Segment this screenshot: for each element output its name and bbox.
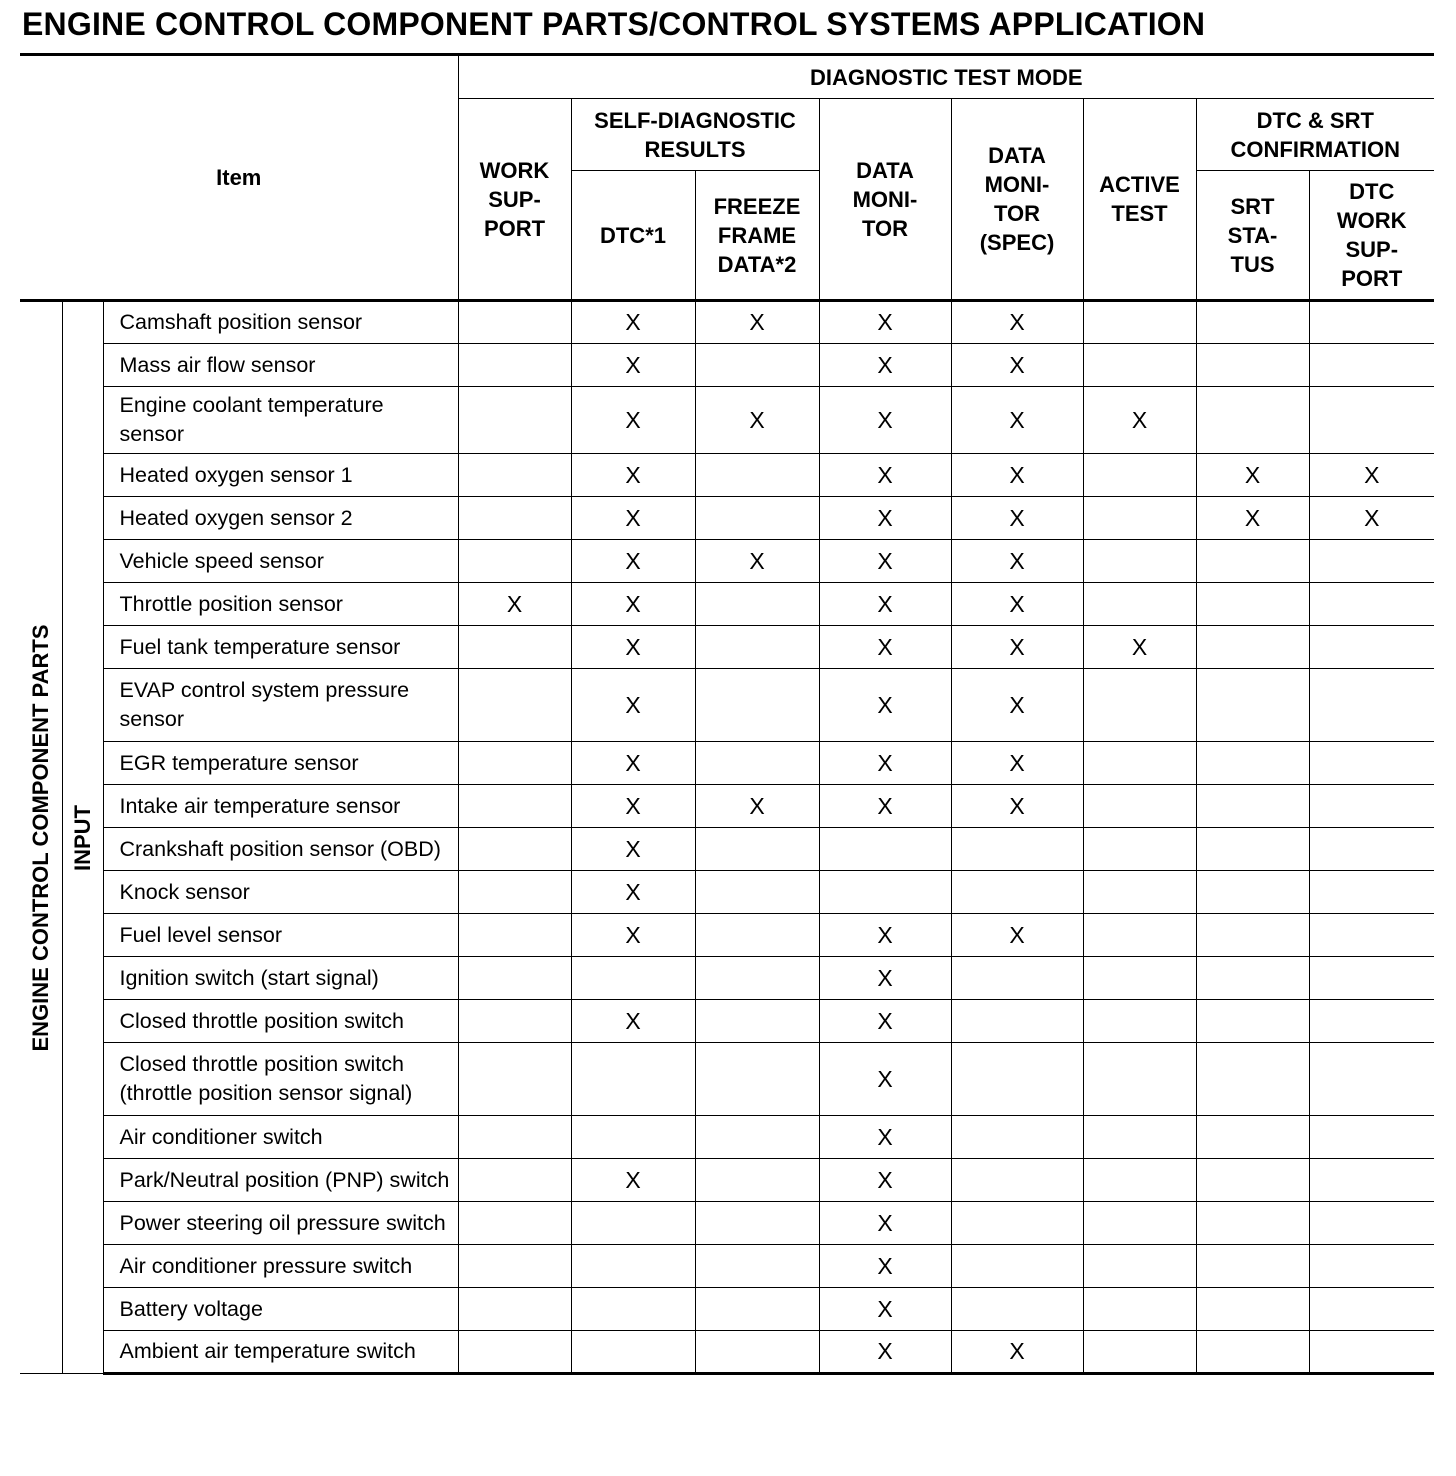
table-row xyxy=(20,1288,1434,1331)
cell-data-monitor: X xyxy=(819,669,951,742)
cell-freeze-frame-data xyxy=(695,1000,819,1043)
row-item-label: Closed throttle position switch xyxy=(103,1000,458,1043)
cell-work-support xyxy=(458,742,571,785)
cell-srt-status xyxy=(1196,957,1309,1000)
cell-dtc-work-support xyxy=(1309,1000,1434,1043)
cell-dtc xyxy=(571,1043,695,1116)
cell-dtc-work-support xyxy=(1309,828,1434,871)
cell-data-monitor-spec: X xyxy=(951,1331,1083,1374)
cell-dtc-work-support xyxy=(1309,1245,1434,1288)
cell-freeze-frame-data xyxy=(695,828,819,871)
table-row xyxy=(20,1245,1434,1288)
table-row xyxy=(20,1331,1434,1374)
header-self-diagnostic-results: SELF-DIAGNOSTIC RESULTS xyxy=(571,99,819,171)
table-row xyxy=(20,540,1434,583)
cell-active-test xyxy=(1083,583,1196,626)
cell-srt-status xyxy=(1196,828,1309,871)
cell-srt-status: X xyxy=(1196,497,1309,540)
cell-data-monitor: X xyxy=(819,1116,951,1159)
cell-work-support xyxy=(458,387,571,454)
cell-data-monitor-spec: X xyxy=(951,742,1083,785)
cell-dtc xyxy=(571,1202,695,1245)
cell-srt-status xyxy=(1196,583,1309,626)
cell-work-support xyxy=(458,1331,571,1374)
cell-srt-status xyxy=(1196,914,1309,957)
cell-data-monitor-spec xyxy=(951,1202,1083,1245)
header-work-support: WORK SUP- PORT xyxy=(458,99,571,301)
row-item-label: Heated oxygen sensor 2 xyxy=(103,497,458,540)
cell-data-monitor-spec xyxy=(951,1043,1083,1116)
cell-active-test: X xyxy=(1083,626,1196,669)
row-item-label: Knock sensor xyxy=(103,871,458,914)
cell-dtc: X xyxy=(571,828,695,871)
cell-dtc xyxy=(571,1331,695,1374)
cell-work-support xyxy=(458,914,571,957)
row-item-label: Fuel tank temperature sensor xyxy=(103,626,458,669)
cell-data-monitor: X xyxy=(819,1159,951,1202)
row-item-label: Vehicle speed sensor xyxy=(103,540,458,583)
cell-data-monitor: X xyxy=(819,387,951,454)
header-srt-status: SRT STA- TUS xyxy=(1196,171,1309,301)
row-item-label: Intake air temperature sensor xyxy=(103,785,458,828)
cell-active-test xyxy=(1083,497,1196,540)
header-item: Item xyxy=(20,55,458,301)
cell-active-test xyxy=(1083,1331,1196,1374)
cell-data-monitor-spec xyxy=(951,1000,1083,1043)
row-item-label: Mass air flow sensor xyxy=(103,344,458,387)
group-input xyxy=(62,301,103,1374)
cell-data-monitor-spec: X xyxy=(951,497,1083,540)
cell-dtc-work-support xyxy=(1309,1043,1434,1116)
table-row xyxy=(20,387,1434,454)
cell-dtc: X xyxy=(571,669,695,742)
cell-work-support xyxy=(458,344,571,387)
cell-data-monitor-spec: X xyxy=(951,785,1083,828)
cell-data-monitor: X xyxy=(819,1245,951,1288)
cell-data-monitor-spec: X xyxy=(951,914,1083,957)
cell-data-monitor: X xyxy=(819,1000,951,1043)
cell-active-test xyxy=(1083,344,1196,387)
cell-freeze-frame-data xyxy=(695,914,819,957)
cell-work-support xyxy=(458,1288,571,1331)
cell-work-support xyxy=(458,1202,571,1245)
cell-dtc: X xyxy=(571,914,695,957)
cell-freeze-frame-data: X xyxy=(695,387,819,454)
cell-freeze-frame-data: X xyxy=(695,301,819,344)
row-item-label: Crankshaft position sensor (OBD) xyxy=(103,828,458,871)
header-active-test: ACTIVE TEST xyxy=(1083,99,1196,301)
cell-freeze-frame-data xyxy=(695,1288,819,1331)
cell-freeze-frame-data xyxy=(695,1202,819,1245)
cell-data-monitor: X xyxy=(819,497,951,540)
header-dtc-work-support: DTC WORK SUP- PORT xyxy=(1309,171,1434,301)
cell-data-monitor: X xyxy=(819,785,951,828)
cell-data-monitor-spec xyxy=(951,828,1083,871)
header-data-monitor-spec: DATA MONI- TOR (SPEC) xyxy=(951,99,1083,301)
cell-work-support xyxy=(458,669,571,742)
header-dtc: DTC*1 xyxy=(571,171,695,301)
cell-work-support xyxy=(458,301,571,344)
cell-work-support: X xyxy=(458,583,571,626)
cell-active-test xyxy=(1083,1288,1196,1331)
row-item-label: Ambient air temperature switch xyxy=(103,1331,458,1374)
cell-freeze-frame-data xyxy=(695,1116,819,1159)
cell-srt-status xyxy=(1196,1288,1309,1331)
cell-work-support xyxy=(458,540,571,583)
cell-freeze-frame-data xyxy=(695,497,819,540)
header-dtc-srt-confirmation: DTC & SRT CONFIRMATION xyxy=(1196,99,1434,171)
cell-dtc-work-support xyxy=(1309,583,1434,626)
table-row xyxy=(20,1000,1434,1043)
cell-active-test xyxy=(1083,742,1196,785)
cell-dtc-work-support xyxy=(1309,301,1434,344)
cell-dtc xyxy=(571,1245,695,1288)
header-data-monitor: DATA MONI- TOR xyxy=(819,99,951,301)
cell-dtc-work-support xyxy=(1309,1202,1434,1245)
cell-freeze-frame-data xyxy=(695,957,819,1000)
row-item-label: Closed throttle position switch (throttle position sensor signal) xyxy=(103,1043,458,1116)
row-item-label: Power steering oil pressure switch xyxy=(103,1202,458,1245)
table-row xyxy=(20,785,1434,828)
cell-freeze-frame-data xyxy=(695,669,819,742)
cell-work-support xyxy=(458,1116,571,1159)
diagnostic-table-wrapper xyxy=(20,53,1434,1375)
cell-data-monitor xyxy=(819,828,951,871)
diagnostic-table xyxy=(20,53,1434,1375)
group-inner-label: INPUT xyxy=(69,804,95,871)
table-row xyxy=(20,914,1434,957)
table-row xyxy=(20,1116,1434,1159)
table-row xyxy=(20,828,1434,871)
cell-dtc-work-support xyxy=(1309,871,1434,914)
cell-work-support xyxy=(458,1000,571,1043)
cell-srt-status xyxy=(1196,540,1309,583)
cell-dtc-work-support xyxy=(1309,1116,1434,1159)
cell-active-test xyxy=(1083,669,1196,742)
cell-data-monitor: X xyxy=(819,742,951,785)
cell-work-support xyxy=(458,785,571,828)
cell-data-monitor: X xyxy=(819,344,951,387)
cell-dtc: X xyxy=(571,626,695,669)
table-row xyxy=(20,583,1434,626)
cell-dtc-work-support xyxy=(1309,957,1434,1000)
cell-active-test xyxy=(1083,1000,1196,1043)
cell-active-test: X xyxy=(1083,387,1196,454)
cell-active-test xyxy=(1083,1245,1196,1288)
cell-dtc-work-support xyxy=(1309,914,1434,957)
cell-data-monitor xyxy=(819,871,951,914)
table-row xyxy=(20,301,1434,344)
cell-freeze-frame-data: X xyxy=(695,540,819,583)
cell-data-monitor-spec: X xyxy=(951,626,1083,669)
cell-active-test xyxy=(1083,785,1196,828)
cell-freeze-frame-data xyxy=(695,1043,819,1116)
cell-data-monitor: X xyxy=(819,1043,951,1116)
cell-srt-status xyxy=(1196,742,1309,785)
cell-data-monitor-spec: X xyxy=(951,454,1083,497)
row-item-label: Camshaft position sensor xyxy=(103,301,458,344)
cell-active-test xyxy=(1083,1116,1196,1159)
cell-data-monitor: X xyxy=(819,1202,951,1245)
cell-dtc-work-support xyxy=(1309,387,1434,454)
cell-srt-status xyxy=(1196,387,1309,454)
cell-freeze-frame-data xyxy=(695,344,819,387)
row-item-label: Park/Neutral position (PNP) switch xyxy=(103,1159,458,1202)
cell-data-monitor-spec: X xyxy=(951,387,1083,454)
cell-dtc-work-support xyxy=(1309,1159,1434,1202)
page-title: ENGINE CONTROL COMPONENT PARTS/CONTROL SYSTEMS APPLICATION xyxy=(22,6,1206,42)
cell-dtc: X xyxy=(571,1159,695,1202)
cell-srt-status xyxy=(1196,1159,1309,1202)
cell-data-monitor: X xyxy=(819,1331,951,1374)
cell-dtc-work-support: X xyxy=(1309,454,1434,497)
cell-data-monitor-spec: X xyxy=(951,540,1083,583)
cell-dtc-work-support xyxy=(1309,540,1434,583)
cell-srt-status xyxy=(1196,785,1309,828)
cell-srt-status xyxy=(1196,301,1309,344)
cell-dtc: X xyxy=(571,540,695,583)
table-row xyxy=(20,1202,1434,1245)
cell-work-support xyxy=(458,454,571,497)
cell-freeze-frame-data xyxy=(695,454,819,497)
cell-dtc: X xyxy=(571,454,695,497)
table-row xyxy=(20,626,1434,669)
cell-data-monitor: X xyxy=(819,626,951,669)
cell-data-monitor-spec xyxy=(951,871,1083,914)
cell-data-monitor-spec xyxy=(951,1116,1083,1159)
cell-active-test xyxy=(1083,454,1196,497)
cell-srt-status xyxy=(1196,1202,1309,1245)
table-row xyxy=(20,497,1434,540)
cell-work-support xyxy=(458,626,571,669)
cell-active-test xyxy=(1083,828,1196,871)
table-row xyxy=(20,957,1434,1000)
cell-dtc: X xyxy=(571,344,695,387)
cell-active-test xyxy=(1083,540,1196,583)
cell-freeze-frame-data xyxy=(695,1331,819,1374)
row-item-label: Heated oxygen sensor 1 xyxy=(103,454,458,497)
cell-srt-status: X xyxy=(1196,454,1309,497)
row-item-label: Air conditioner pressure switch xyxy=(103,1245,458,1288)
cell-work-support xyxy=(458,497,571,540)
table-header xyxy=(20,55,1434,301)
cell-srt-status xyxy=(1196,1000,1309,1043)
table-row xyxy=(20,1043,1434,1116)
cell-data-monitor-spec xyxy=(951,1288,1083,1331)
cell-dtc xyxy=(571,957,695,1000)
cell-srt-status xyxy=(1196,1043,1309,1116)
table-row xyxy=(20,669,1434,742)
group-engine-control-component-parts xyxy=(20,301,62,1374)
cell-work-support xyxy=(458,1043,571,1116)
cell-data-monitor: X xyxy=(819,454,951,497)
cell-dtc-work-support xyxy=(1309,626,1434,669)
cell-data-monitor: X xyxy=(819,1288,951,1331)
cell-active-test xyxy=(1083,301,1196,344)
cell-srt-status xyxy=(1196,1116,1309,1159)
cell-dtc-work-support xyxy=(1309,1288,1434,1331)
cell-dtc: X xyxy=(571,785,695,828)
cell-dtc-work-support xyxy=(1309,1331,1434,1374)
cell-srt-status xyxy=(1196,1245,1309,1288)
cell-dtc: X xyxy=(571,301,695,344)
cell-work-support xyxy=(458,1159,571,1202)
cell-data-monitor: X xyxy=(819,957,951,1000)
cell-active-test xyxy=(1083,1202,1196,1245)
cell-data-monitor: X xyxy=(819,301,951,344)
cell-dtc: X xyxy=(571,1000,695,1043)
cell-dtc xyxy=(571,1116,695,1159)
row-item-label: Air conditioner switch xyxy=(103,1116,458,1159)
table-row xyxy=(20,1159,1434,1202)
row-item-label: EGR temperature sensor xyxy=(103,742,458,785)
cell-dtc-work-support xyxy=(1309,785,1434,828)
cell-dtc: X xyxy=(571,387,695,454)
cell-freeze-frame-data xyxy=(695,742,819,785)
row-item-label: Throttle position sensor xyxy=(103,583,458,626)
cell-srt-status xyxy=(1196,1331,1309,1374)
row-item-label: Ignition switch (start signal) xyxy=(103,957,458,1000)
cell-freeze-frame-data xyxy=(695,583,819,626)
cell-dtc-work-support xyxy=(1309,669,1434,742)
cell-active-test xyxy=(1083,914,1196,957)
cell-dtc: X xyxy=(571,742,695,785)
cell-data-monitor-spec: X xyxy=(951,344,1083,387)
cell-freeze-frame-data xyxy=(695,871,819,914)
table-row xyxy=(20,742,1434,785)
cell-data-monitor-spec xyxy=(951,957,1083,1000)
cell-data-monitor: X xyxy=(819,583,951,626)
header-freeze-frame-data: FREEZE FRAME DATA*2 xyxy=(695,171,819,301)
cell-dtc xyxy=(571,1288,695,1331)
cell-data-monitor-spec: X xyxy=(951,301,1083,344)
table-row xyxy=(20,344,1434,387)
cell-work-support xyxy=(458,871,571,914)
row-item-label: Engine coolant temperature sensor xyxy=(103,387,458,454)
cell-srt-status xyxy=(1196,669,1309,742)
cell-srt-status xyxy=(1196,626,1309,669)
row-item-label: EVAP control system pressure sensor xyxy=(103,669,458,742)
cell-active-test xyxy=(1083,1159,1196,1202)
cell-active-test xyxy=(1083,957,1196,1000)
cell-work-support xyxy=(458,957,571,1000)
cell-data-monitor: X xyxy=(819,914,951,957)
cell-active-test xyxy=(1083,871,1196,914)
cell-freeze-frame-data: X xyxy=(695,785,819,828)
cell-freeze-frame-data xyxy=(695,1159,819,1202)
cell-data-monitor: X xyxy=(819,540,951,583)
cell-srt-status xyxy=(1196,871,1309,914)
cell-freeze-frame-data xyxy=(695,1245,819,1288)
cell-freeze-frame-data xyxy=(695,626,819,669)
cell-dtc: X xyxy=(571,583,695,626)
cell-active-test xyxy=(1083,1043,1196,1116)
table-row xyxy=(20,871,1434,914)
header-diagnostic-test-mode: DIAGNOSTIC TEST MODE xyxy=(458,55,1434,99)
table-body xyxy=(20,301,1434,1374)
row-item-label: Fuel level sensor xyxy=(103,914,458,957)
cell-work-support xyxy=(458,1245,571,1288)
table-row xyxy=(20,454,1434,497)
cell-dtc-work-support xyxy=(1309,742,1434,785)
row-item-label: Battery voltage xyxy=(103,1288,458,1331)
cell-data-monitor-spec xyxy=(951,1245,1083,1288)
cell-dtc-work-support: X xyxy=(1309,497,1434,540)
cell-dtc: X xyxy=(571,497,695,540)
cell-dtc-work-support xyxy=(1309,344,1434,387)
group-outer-label: ENGINE CONTROL COMPONENT PARTS xyxy=(27,624,53,1051)
cell-data-monitor-spec: X xyxy=(951,583,1083,626)
cell-dtc: X xyxy=(571,871,695,914)
cell-work-support xyxy=(458,828,571,871)
cell-data-monitor-spec xyxy=(951,1159,1083,1202)
cell-data-monitor-spec: X xyxy=(951,669,1083,742)
cell-srt-status xyxy=(1196,344,1309,387)
